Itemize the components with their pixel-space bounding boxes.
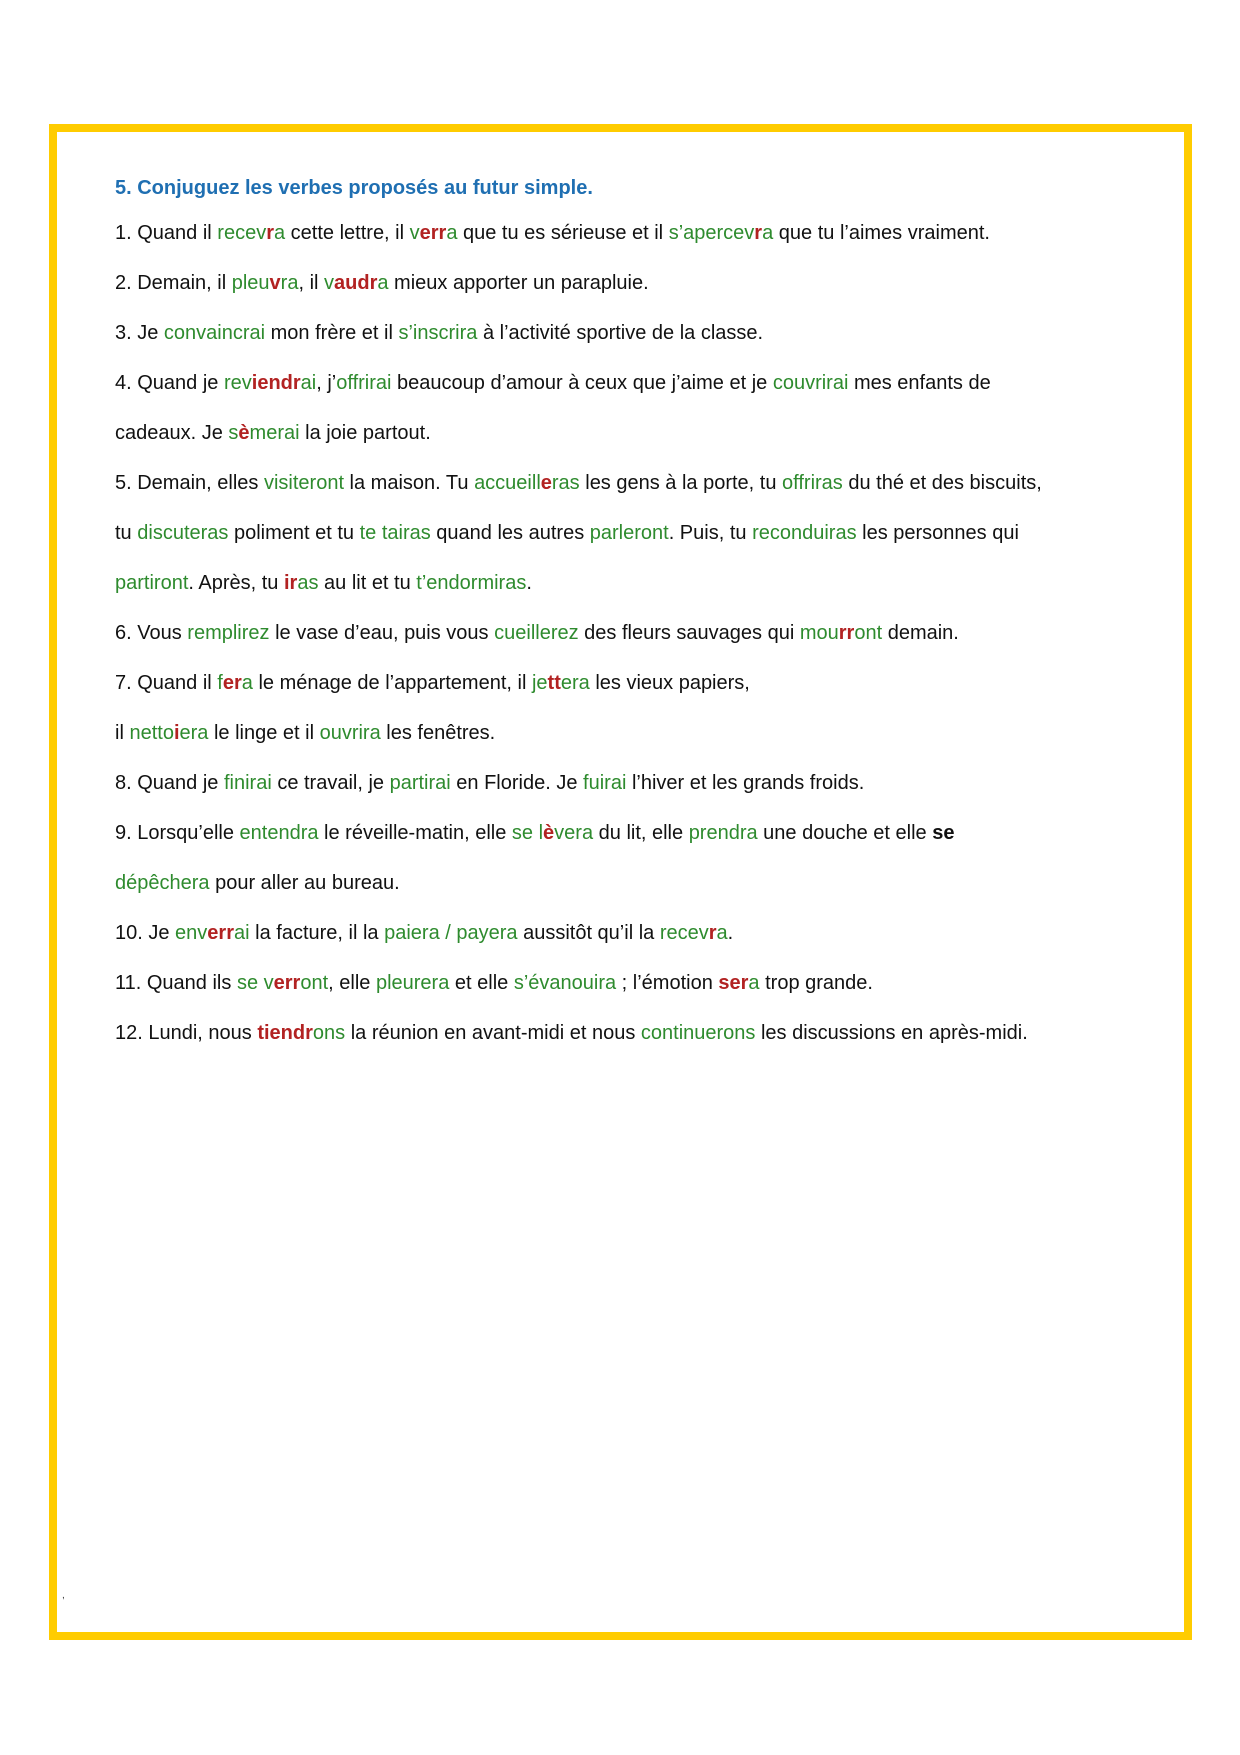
exercise-line (115, 821, 1175, 845)
plain-text: les personnes qui (856, 522, 1019, 544)
verb-stem: ont (854, 622, 883, 644)
verb-stem: a (748, 972, 760, 994)
verb-stem: rev (223, 372, 252, 394)
verb-stem: entendra (239, 822, 319, 844)
verb-stem: visiteront (263, 472, 344, 494)
verb-highlight: err (207, 922, 234, 944)
verb-stem: se l (511, 822, 544, 844)
plain-text: quand les autres (430, 522, 590, 544)
verb-stem: env (175, 922, 208, 944)
plain-text: 4. Quand je (115, 372, 224, 394)
plain-text: les vieux papiers, (589, 672, 750, 694)
plain-text: 5. Demain, elles (115, 472, 264, 494)
plain-text: l’hiver et les grands froids. (626, 772, 865, 794)
plain-text: du thé et des biscuits, (842, 472, 1042, 494)
verb-stem: as (297, 572, 319, 594)
verb-highlight: audr (334, 272, 378, 294)
verb-stem: v (324, 272, 335, 294)
footnote-mark: , (62, 1590, 65, 1601)
verb-highlight: tiendr (257, 1022, 313, 1044)
verb-stem: a (274, 222, 286, 244)
exercise-line (115, 521, 1175, 545)
verb-stem: s’inscrira (398, 322, 478, 344)
plain-text: et elle (449, 972, 514, 994)
verb-stem: ons (312, 1022, 346, 1044)
verb-stem: era (179, 722, 209, 744)
verb-stem: finirai (223, 772, 272, 794)
verb-stem: ra (280, 272, 299, 294)
plain-text: une douche et elle (757, 822, 933, 844)
verb-stem: cueillerez (494, 622, 579, 644)
plain-text: 6. Vous (115, 622, 188, 644)
verb-stem: ouvrira (319, 722, 381, 744)
verb-highlight: ir (283, 572, 298, 594)
plain-text: la réunion en avant-midi et nous (345, 1022, 641, 1044)
verb-stem: ai (300, 372, 317, 394)
verb-stem: recev (659, 922, 709, 944)
verb-stem: merai (249, 422, 300, 444)
plain-text: 7. Quand il (115, 672, 218, 694)
verb-highlight: è (238, 422, 250, 444)
verb-stem: pleurera (375, 972, 450, 994)
plain-text: la joie partout. (299, 422, 431, 444)
verb-stem: accueill (474, 472, 541, 494)
verb-stem: recev (217, 222, 267, 244)
plain-text: . (727, 922, 734, 944)
verb-stem: couvrirai (772, 372, 849, 394)
verb-stem: vera (554, 822, 594, 844)
plain-text: , il (298, 272, 325, 294)
exercise-line (115, 221, 1175, 245)
verb-stem: remplirez (187, 622, 270, 644)
plain-text: il (115, 722, 130, 744)
plain-text: le ménage de l’appartement, il (252, 672, 532, 694)
verb-stem: partirai (389, 772, 451, 794)
verb-stem: ai (234, 922, 250, 944)
verb-stem: discuteras (137, 522, 229, 544)
plain-text: 12. Lundi, nous (115, 1022, 258, 1044)
exercise-line (115, 421, 1175, 445)
plain-text: en Floride. Je (450, 772, 584, 794)
verb-stem: netto (129, 722, 174, 744)
verb-highlight: err (419, 222, 447, 244)
verb-stem: a (446, 222, 458, 244)
verb-stem: parleront (589, 522, 669, 544)
verb-stem: v (409, 222, 420, 244)
verb-stem: mou (799, 622, 839, 644)
plain-text: beaucoup d’amour à ceux que j’aime et je (391, 372, 773, 394)
verb-highlight: err (273, 972, 301, 994)
plain-text: 8. Quand je (115, 772, 224, 794)
verb-stem: ras (551, 472, 580, 494)
plain-text: mes enfants de (848, 372, 991, 394)
verb-highlight: r (266, 222, 274, 244)
plain-text: . (526, 572, 532, 594)
plain-text: demain. (882, 622, 959, 644)
verb-stem: pleu (231, 272, 270, 294)
plain-text: 3. Je (115, 322, 164, 344)
plain-text: 1. Quand il (115, 222, 218, 244)
plain-text: cette lettre, il (285, 222, 410, 244)
plain-text: poliment et tu (228, 522, 360, 544)
verb-stem: dépêchera (115, 872, 210, 894)
plain-text: 11. Quand ils (115, 972, 237, 994)
verb-stem: a (377, 272, 389, 294)
verb-stem: continuerons (640, 1022, 756, 1044)
exercise-line (115, 371, 1175, 395)
verb-stem: a (716, 922, 728, 944)
verb-stem: convaincrai (163, 322, 266, 344)
plain-text: du lit, elle (593, 822, 689, 844)
exercise-line (115, 571, 1175, 595)
exercise-line (115, 721, 1175, 745)
plain-text: trop grande. (759, 972, 873, 994)
verb-highlight: e (540, 472, 552, 494)
plain-text: 9. Lorsqu’elle (115, 822, 240, 844)
verb-stem: ont (300, 972, 329, 994)
verb-stem: offrirai (336, 372, 392, 394)
verb-stem: reconduiras (752, 522, 857, 544)
verb-highlight: i (173, 722, 180, 744)
verb-stem: fuirai (583, 772, 627, 794)
exercise (115, 176, 1175, 1071)
plain-text: , elle (328, 972, 376, 994)
exercise-line (115, 471, 1175, 495)
verb-stem: s’évanouira (513, 972, 617, 994)
exercise-line (115, 871, 1175, 895)
verb-stem: te tairas (359, 522, 431, 544)
exercise-line (115, 921, 1175, 945)
verb-stem: se v (236, 972, 274, 994)
exercise-line (115, 671, 1175, 695)
plain-text: tu (115, 522, 138, 544)
verb-highlight: r (708, 922, 717, 944)
plain-text: que tu l’aimes vraiment. (773, 222, 990, 244)
plain-text: que tu es sérieuse et il (457, 222, 669, 244)
exercise-lines (115, 221, 1175, 1045)
verb-stem: t’endormiras (416, 572, 527, 594)
plain-text: pour aller au bureau. (209, 872, 400, 894)
plain-text: les gens à la porte, tu (579, 472, 783, 494)
verb-highlight: tt (547, 672, 561, 694)
verb-stem: a (241, 672, 253, 694)
verb-highlight: v (269, 272, 281, 294)
plain-text: le vase d’eau, puis vous (269, 622, 495, 644)
plain-text: le linge et il (208, 722, 320, 744)
plain-text: le réveille-matin, elle (318, 822, 512, 844)
plain-text: ce travail, je (271, 772, 390, 794)
exercise-line (115, 971, 1175, 995)
plain-text: à l’activité sportive de la classe. (477, 322, 764, 344)
exercise-line (115, 321, 1175, 345)
plain-text: ; l’émotion (616, 972, 719, 994)
plain-text: mieux apporter un parapluie. (388, 272, 649, 294)
verb-stem: s (228, 422, 239, 444)
verb-stem: f (217, 672, 223, 694)
plain-text: mon frère et il (265, 322, 399, 344)
plain-text: cadeaux. Je (115, 422, 229, 444)
plain-text: 10. Je (115, 922, 176, 944)
exercise-line (115, 1021, 1175, 1045)
exercise-title: 5. Conjuguez les verbes proposés au futur simple. (115, 177, 593, 199)
plain-text: 2. Demain, il (115, 272, 232, 294)
verb-highlight: iendr (251, 372, 301, 394)
verb-highlight: è (543, 822, 555, 844)
verb-highlight: ser (718, 972, 749, 994)
plain-text: des fleurs sauvages qui (578, 622, 800, 644)
verb-stem: s’apercev (668, 222, 755, 244)
plain-text: la maison. Tu (344, 472, 475, 494)
plain-text: , j’ (316, 372, 337, 394)
verb-stem: prendra (688, 822, 758, 844)
exercise-line (115, 621, 1175, 645)
verb-stem: offriras (782, 472, 843, 494)
verb-stem: paiera / payera (384, 922, 518, 944)
plain-text: . Après, tu (188, 572, 284, 594)
verb-highlight: r (754, 222, 763, 244)
exercise-line (115, 271, 1175, 295)
verb-stem: partiront (115, 572, 189, 594)
plain-text: les discussions en après-midi. (755, 1022, 1028, 1044)
plain-text: les fenêtres. (380, 722, 496, 744)
plain-text: . Puis, tu (668, 522, 753, 544)
verb-highlight: er (222, 672, 242, 694)
plain-text: aussitôt qu’il la (517, 922, 660, 944)
verb-highlight: rr (838, 622, 855, 644)
plain-text: la facture, il la (249, 922, 385, 944)
exercise-line (115, 771, 1175, 795)
bold-text: se (932, 822, 955, 844)
verb-stem: era (560, 672, 590, 694)
verb-stem: a (762, 222, 774, 244)
verb-stem: je (531, 672, 548, 694)
plain-text: au lit et tu (318, 572, 417, 594)
